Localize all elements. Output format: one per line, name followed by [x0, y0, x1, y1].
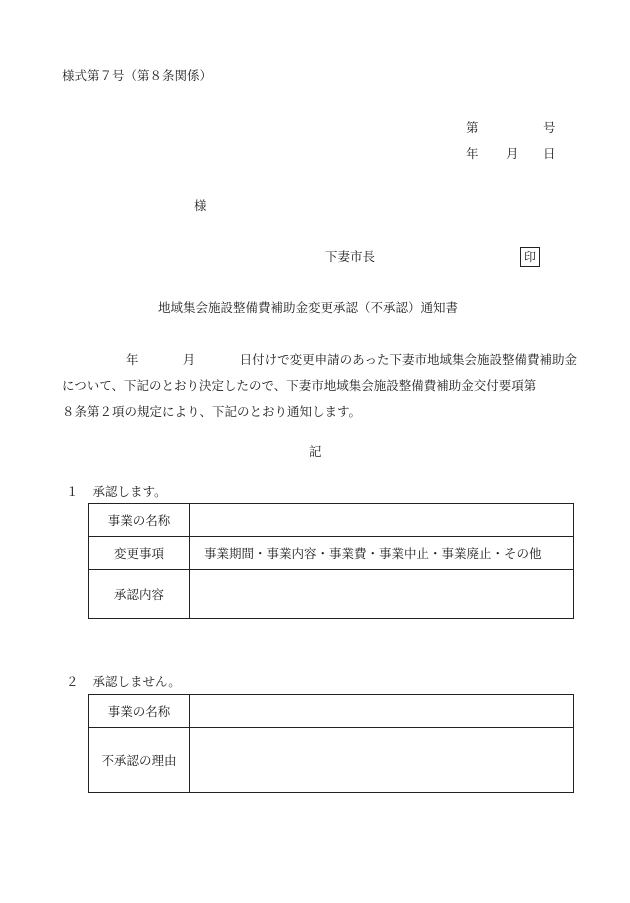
- section2-heading: [66, 676, 181, 689]
- body-line-3: [62, 399, 577, 425]
- body-line1-month: 月: [182, 352, 196, 367]
- body-line-2: [62, 373, 577, 399]
- approval-value-content: [190, 570, 574, 619]
- issuer-title: 下妻市長: [325, 249, 376, 264]
- date-year: 年: [466, 146, 479, 161]
- body-line2-text: について、下記のとおり決定したので、下妻市地域集会施設整備費補助金交付要項第: [62, 378, 537, 393]
- doc-number-prefix: 第: [466, 120, 479, 135]
- ki-heading: 記: [309, 444, 322, 459]
- section1-heading-num: １: [66, 484, 79, 499]
- body-line-1: [62, 347, 577, 373]
- approval-value-change-items: 事業期間・事業内容・事業費・事業中止・事業廃止・その他: [190, 537, 574, 570]
- approval-table: [88, 503, 574, 619]
- section2-heading-text: 承認しません。: [92, 674, 181, 689]
- form-number: 様式第７号（第８条関係）: [62, 68, 213, 83]
- approval-value-project-name: [190, 504, 574, 537]
- section1-heading: [66, 486, 167, 499]
- seal-mark: 印: [520, 247, 540, 267]
- table-row: [89, 728, 574, 793]
- body-paragraph: [62, 347, 577, 425]
- doc-number-suffix: 号: [543, 120, 556, 135]
- rejection-label-reason: 不承認の理由: [89, 728, 190, 793]
- table-row: [89, 570, 574, 619]
- rejection-value-project-name: [190, 695, 574, 728]
- section1-heading-text: 承認します。: [92, 484, 167, 499]
- table-row: [89, 537, 574, 570]
- approval-label-project-name: 事業の名称: [89, 504, 190, 537]
- document-title: 地域集会施設整備費補助金変更承認（不承認）通知書: [158, 300, 459, 315]
- date-month: 月: [506, 146, 519, 161]
- date-day: 日: [543, 146, 556, 161]
- body-line1-year: 年: [126, 352, 139, 367]
- table-row: [89, 695, 574, 728]
- approval-label-content: 承認内容: [89, 570, 190, 619]
- body-line1-rest: 日付けで変更申請のあった下妻市地域集会施設整備費補助金: [239, 352, 577, 367]
- body-line3-text: ８条第２項の規定により、下記のとおり通知します。: [62, 404, 362, 419]
- table-row: [89, 504, 574, 537]
- approval-label-change-items: 変更事項: [89, 537, 190, 570]
- rejection-table: [88, 694, 574, 793]
- section2-heading-num: ２: [66, 674, 79, 689]
- rejection-label-project-name: 事業の名称: [89, 695, 190, 728]
- addressee-suffix: 様: [194, 198, 207, 213]
- rejection-value-reason: [190, 728, 574, 793]
